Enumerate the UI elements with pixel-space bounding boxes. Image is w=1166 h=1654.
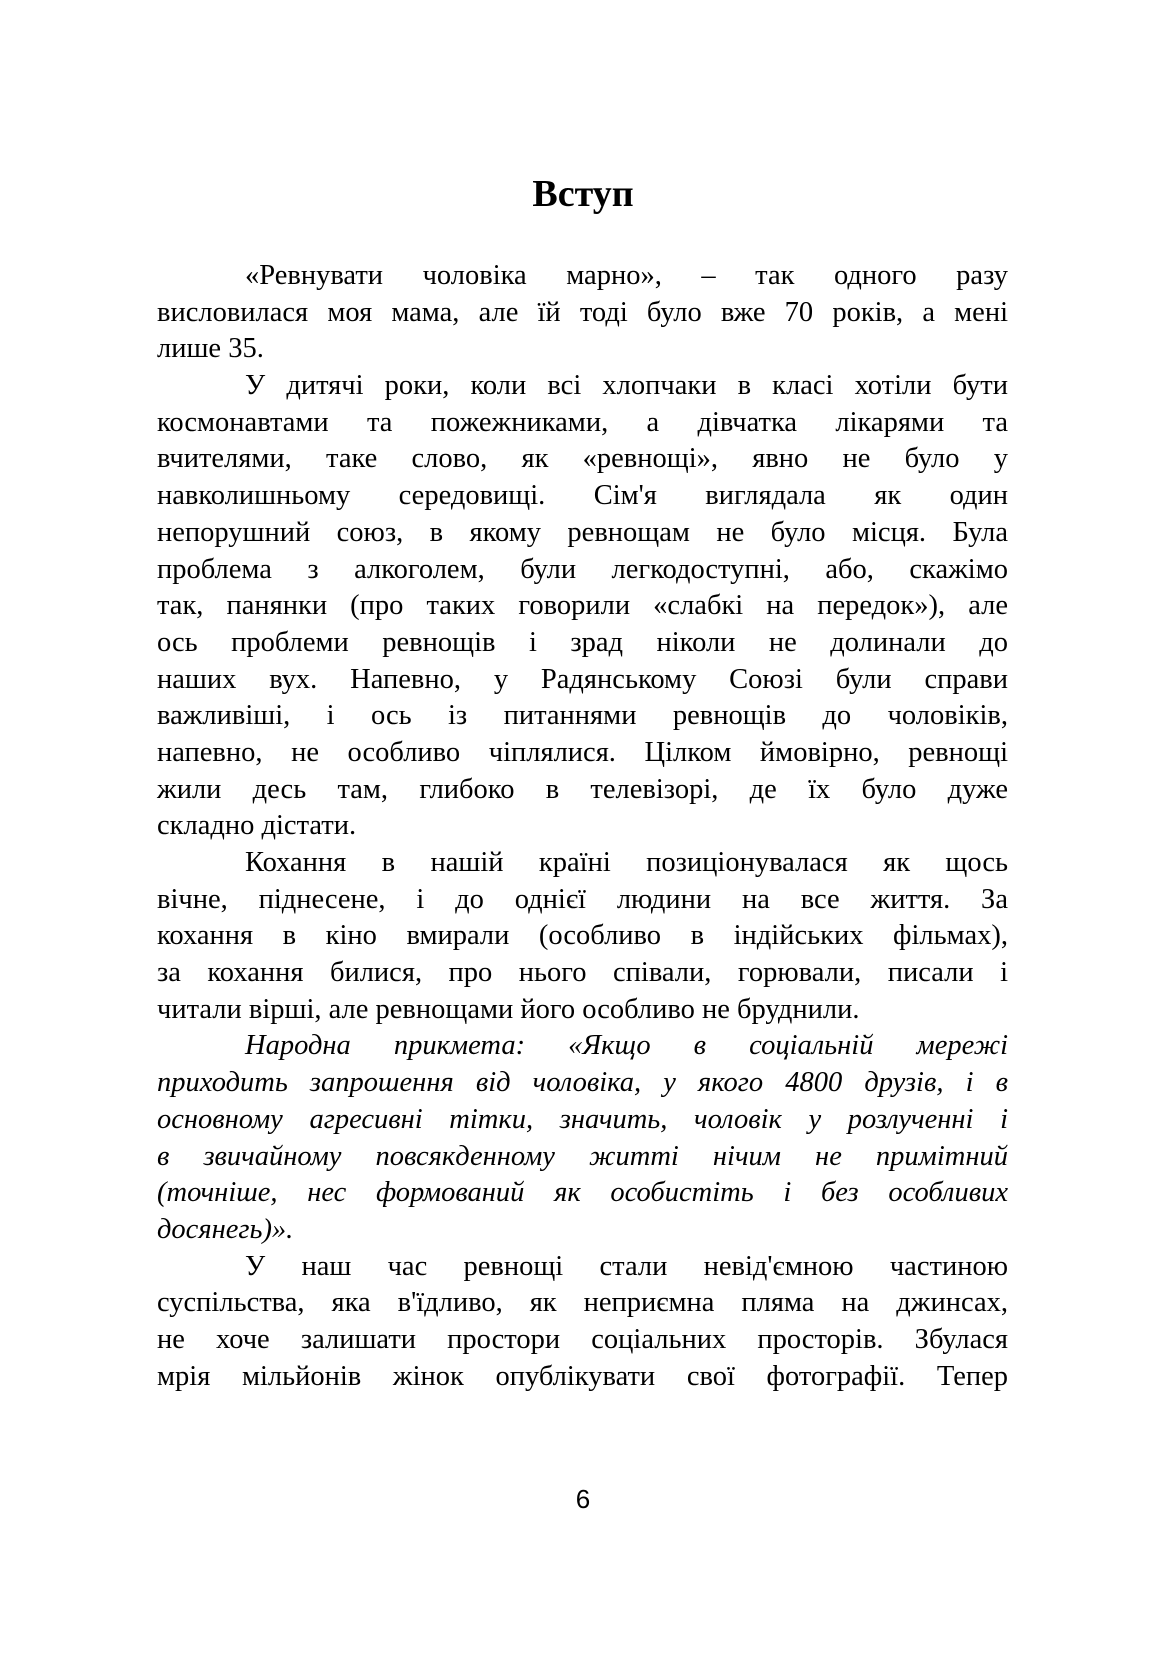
text-line: мрія мільйонів жінок опублікувати свої фотографії. Тепер bbox=[157, 1360, 1008, 1392]
text-line: читали вірші, але ревнощами його особливо не бруднили. bbox=[157, 993, 860, 1025]
text-line: Народна прикмета: «Якщо в соціальній мережі bbox=[245, 1030, 1008, 1062]
text-line: кохання в кіно вмирали (особливо в індійських фільмах), bbox=[157, 920, 1008, 952]
paragraph bbox=[157, 1249, 1008, 1396]
paragraph bbox=[157, 368, 1008, 845]
text-line: У наш час ревнощі стали невід'ємною частиною bbox=[245, 1250, 1008, 1282]
text-line: «Ревнувати чоловіка марно», – так одного разу bbox=[245, 260, 1008, 291]
text-line: за кохання билися, про нього співали, горювали, писали і bbox=[157, 957, 1008, 989]
text-line: в звичайному повсякденному житті нічим не примітний bbox=[157, 1140, 1008, 1172]
text-line: так, панянки (про таких говорили «слабкі на передок»), але bbox=[157, 590, 1008, 622]
text-line: напевно, не особливо чіплялися. Цілком ймовірно, ревнощі bbox=[157, 736, 1008, 768]
text-line: вчителями, таке слово, як «ревнощі», явно не було у bbox=[157, 443, 1008, 475]
text-line: висловилася моя мама, але їй тоді було вже 70 років, а мені bbox=[157, 296, 1008, 328]
page-number: 6 bbox=[575, 1484, 591, 1514]
text-line: космонавтами та пожежниками, а дівчатка лікарями та bbox=[157, 406, 1008, 438]
text-line: досянегь)». bbox=[157, 1213, 294, 1245]
text-line: непорушний союз, в якому ревнощам не було місця. Була bbox=[157, 516, 1008, 548]
italic-paragraph bbox=[157, 1028, 1008, 1248]
text-line: жили десь там, глибоко в телевізорі, де їх було дуже bbox=[157, 773, 1008, 805]
text-line: складно дістати. bbox=[157, 810, 357, 842]
text-line: У дитячі роки, коли всі хлопчаки в класі хотіли бути bbox=[245, 370, 1008, 402]
paragraph bbox=[157, 258, 1008, 368]
text-line: суспільства, яка в'їдливо, як неприємна пляма на джинсах, bbox=[157, 1287, 1008, 1319]
text-line: (точніше, нес формований як особистіть і без особливих bbox=[157, 1177, 1008, 1209]
text-line: лише 35. bbox=[157, 333, 264, 365]
text-line: наших вух. Напевно, у Радянському Союзі були справи bbox=[157, 663, 1008, 695]
text-line: вічне, піднесене, і до однієї людини на все життя. За bbox=[157, 883, 1008, 915]
chapter-title: Вступ bbox=[532, 173, 634, 215]
text-line: не хоче залишати простори соціальних просторів. Збулася bbox=[157, 1323, 1008, 1355]
text-line: приходить запрошення від чоловіка, у якого 4800 друзів, і в bbox=[157, 1067, 1008, 1099]
paragraph bbox=[157, 845, 1008, 1028]
text-line: проблема з алкоголем, були легкодоступні, або, скажімо bbox=[157, 553, 1008, 585]
text-line: ось проблеми ревнощів і зрад ніколи не долинали до bbox=[157, 626, 1008, 658]
body-text bbox=[157, 258, 1008, 1395]
text-line: навколишньому середовищі. Сім'я виглядала як один bbox=[157, 480, 1008, 512]
text-line: основному агресивні тітки, значить, чоловік у розлученні і bbox=[157, 1103, 1008, 1135]
text-line: важливіші, і ось із питаннями ревнощів до чоловіків, bbox=[157, 700, 1008, 732]
text-line: Кохання в нашій країні позиціонувалася як щось bbox=[245, 847, 1008, 878]
